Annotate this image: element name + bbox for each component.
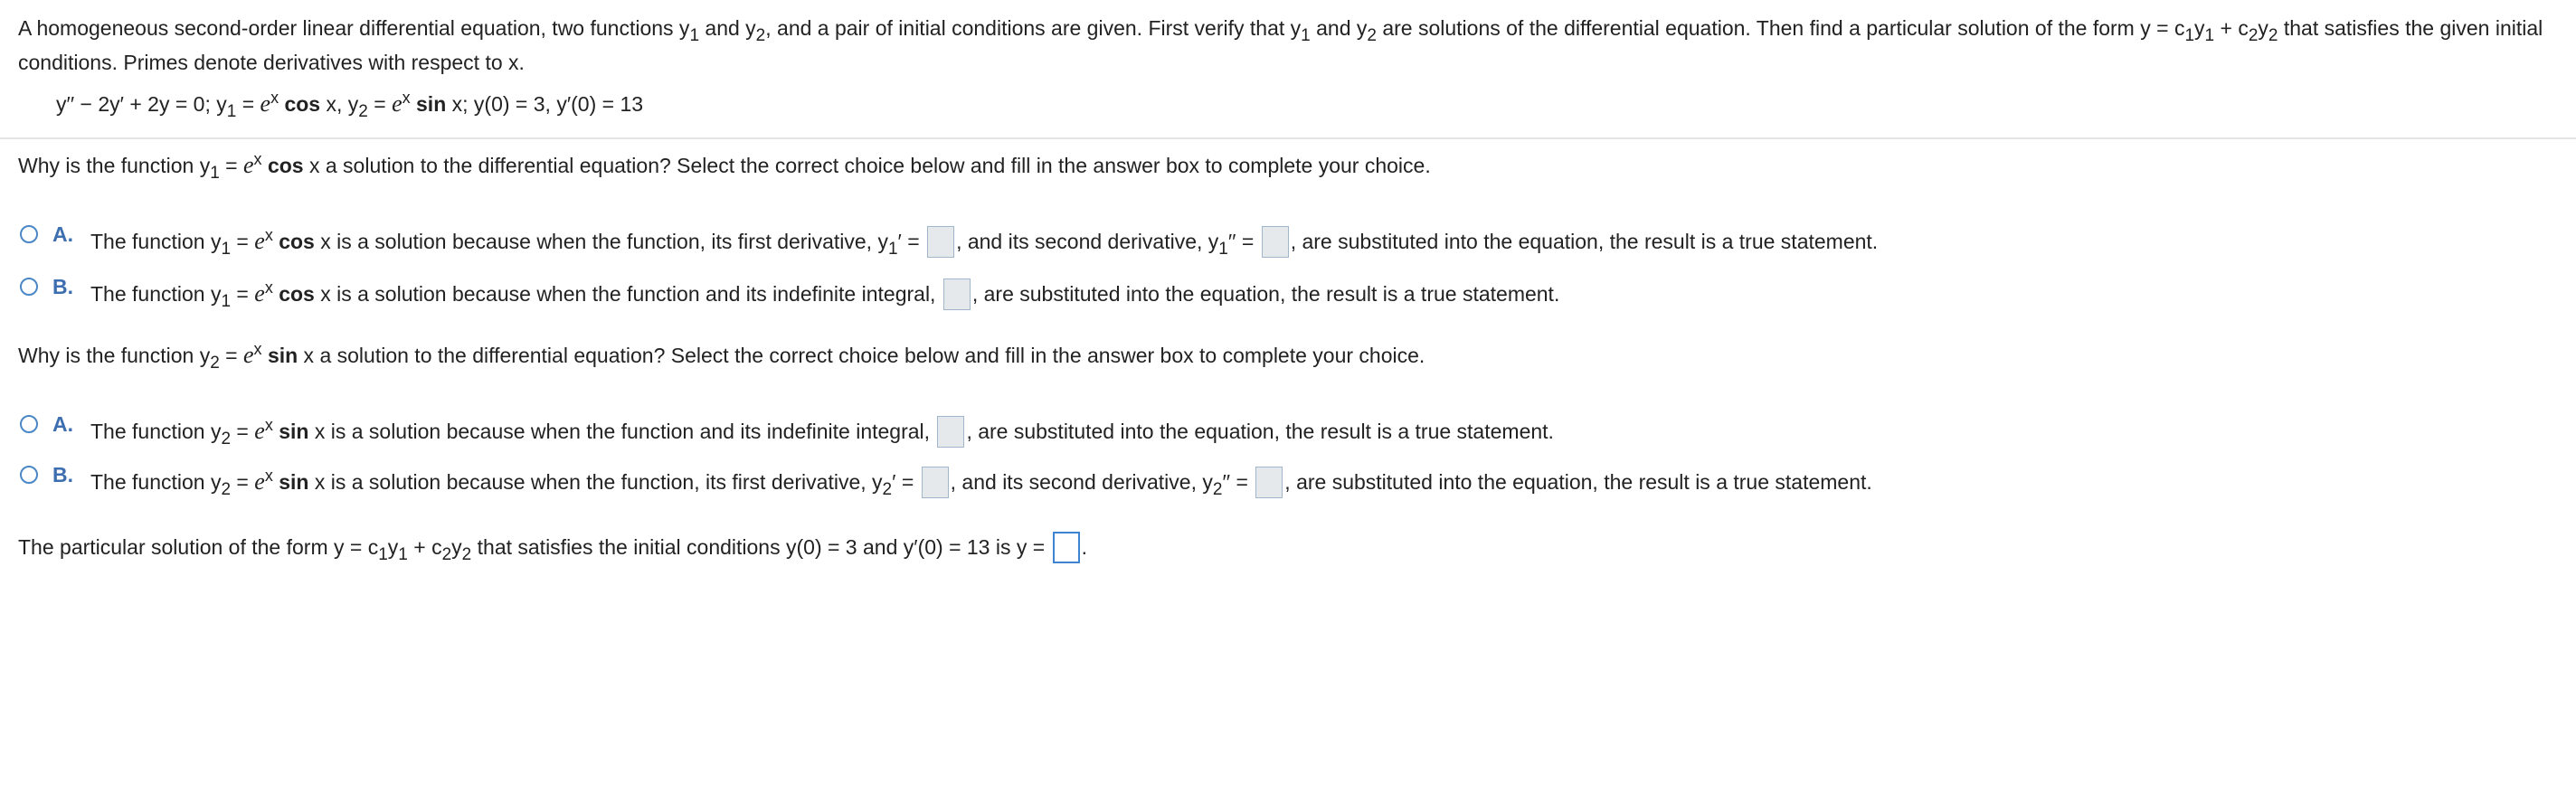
- problem-statement: A homogeneous second-order linear differential equation, two functions $y_1$ and $y_2$, and a pair of initial conditions are given. First verify that $y_1$ and $y_2$ are solutions of the differential equation. Then find a particular solution of the form $y = c_1y_1 + c_2y_2$ that satisfies the given initial conditions. Primes denote derivatives with respect to x.: [18, 16, 2543, 74]
- q1-radio-a[interactable]: [20, 225, 38, 243]
- particular-solution-input[interactable]: [1053, 532, 1080, 563]
- choice-letter: B.: [52, 275, 73, 298]
- question-2-prompt: Why is the function $y_2 = e^x$ sin x a solution to the differential equation? Select the correct choice below and fill in the answer box to complete your choice.: [18, 340, 1425, 373]
- q2-first-derivative-input[interactable]: [922, 467, 949, 498]
- q2-integral-input[interactable]: [937, 416, 964, 448]
- choice-text: The function $y_2 = e^x$ sin x is a solution because when the function, its first derivative, $y_2'$ = , and its second derivative, $y_2''$ = , are substituted into the equation, the result is a true statement.: [90, 467, 1872, 499]
- choice-letter: A.: [52, 412, 73, 436]
- q2-radio-a[interactable]: [20, 415, 38, 433]
- q1-first-derivative-input[interactable]: [927, 226, 954, 258]
- choice-letter: A.: [52, 222, 73, 246]
- q2-radio-b[interactable]: [20, 466, 38, 484]
- choice-text: The function $y_1 = e^x$ cos x is a solution because when the function, its first derivative, $y_1'$ = , and its second derivative, $y_1''$ = , are substituted into the equation, the result is a true statement.: [90, 226, 1879, 259]
- q1-integral-input[interactable]: [943, 279, 971, 310]
- particular-solution-prompt: The particular solution of the form $y = c_1y_1 + c_2y_2$ that satisfies the initial conditions y(0) = 3 and y′(0) = 13 is y = .: [18, 532, 1087, 563]
- question-1-prompt: Why is the function $y_1 = e^x$ cos x a solution to the differential equation? Select the correct choice below and fill in the answer box to complete your choice.: [18, 150, 1431, 183]
- q1-second-derivative-input[interactable]: [1262, 226, 1289, 258]
- choice-text: The function $y_1 = e^x$ cos x is a solution because when the function and its indefinite integral, , are substituted into the equation, the result is a true statement.: [90, 279, 1560, 311]
- choice-letter: B.: [52, 463, 73, 486]
- q1-radio-b[interactable]: [20, 278, 38, 296]
- given-equation: y′′ − 2y′ + 2y = 0; $y_1 = e^x$ cos x, $y_2 = e^x$ sin x; y(0) = 3, y′(0) = 13: [56, 89, 644, 121]
- q2-second-derivative-input[interactable]: [1255, 467, 1283, 498]
- choice-text: The function $y_2 = e^x$ sin x is a solution because when the function and its indefinite integral, , are substituted into the equation, the result is a true statement.: [90, 416, 1554, 448]
- divider: [0, 137, 2576, 139]
